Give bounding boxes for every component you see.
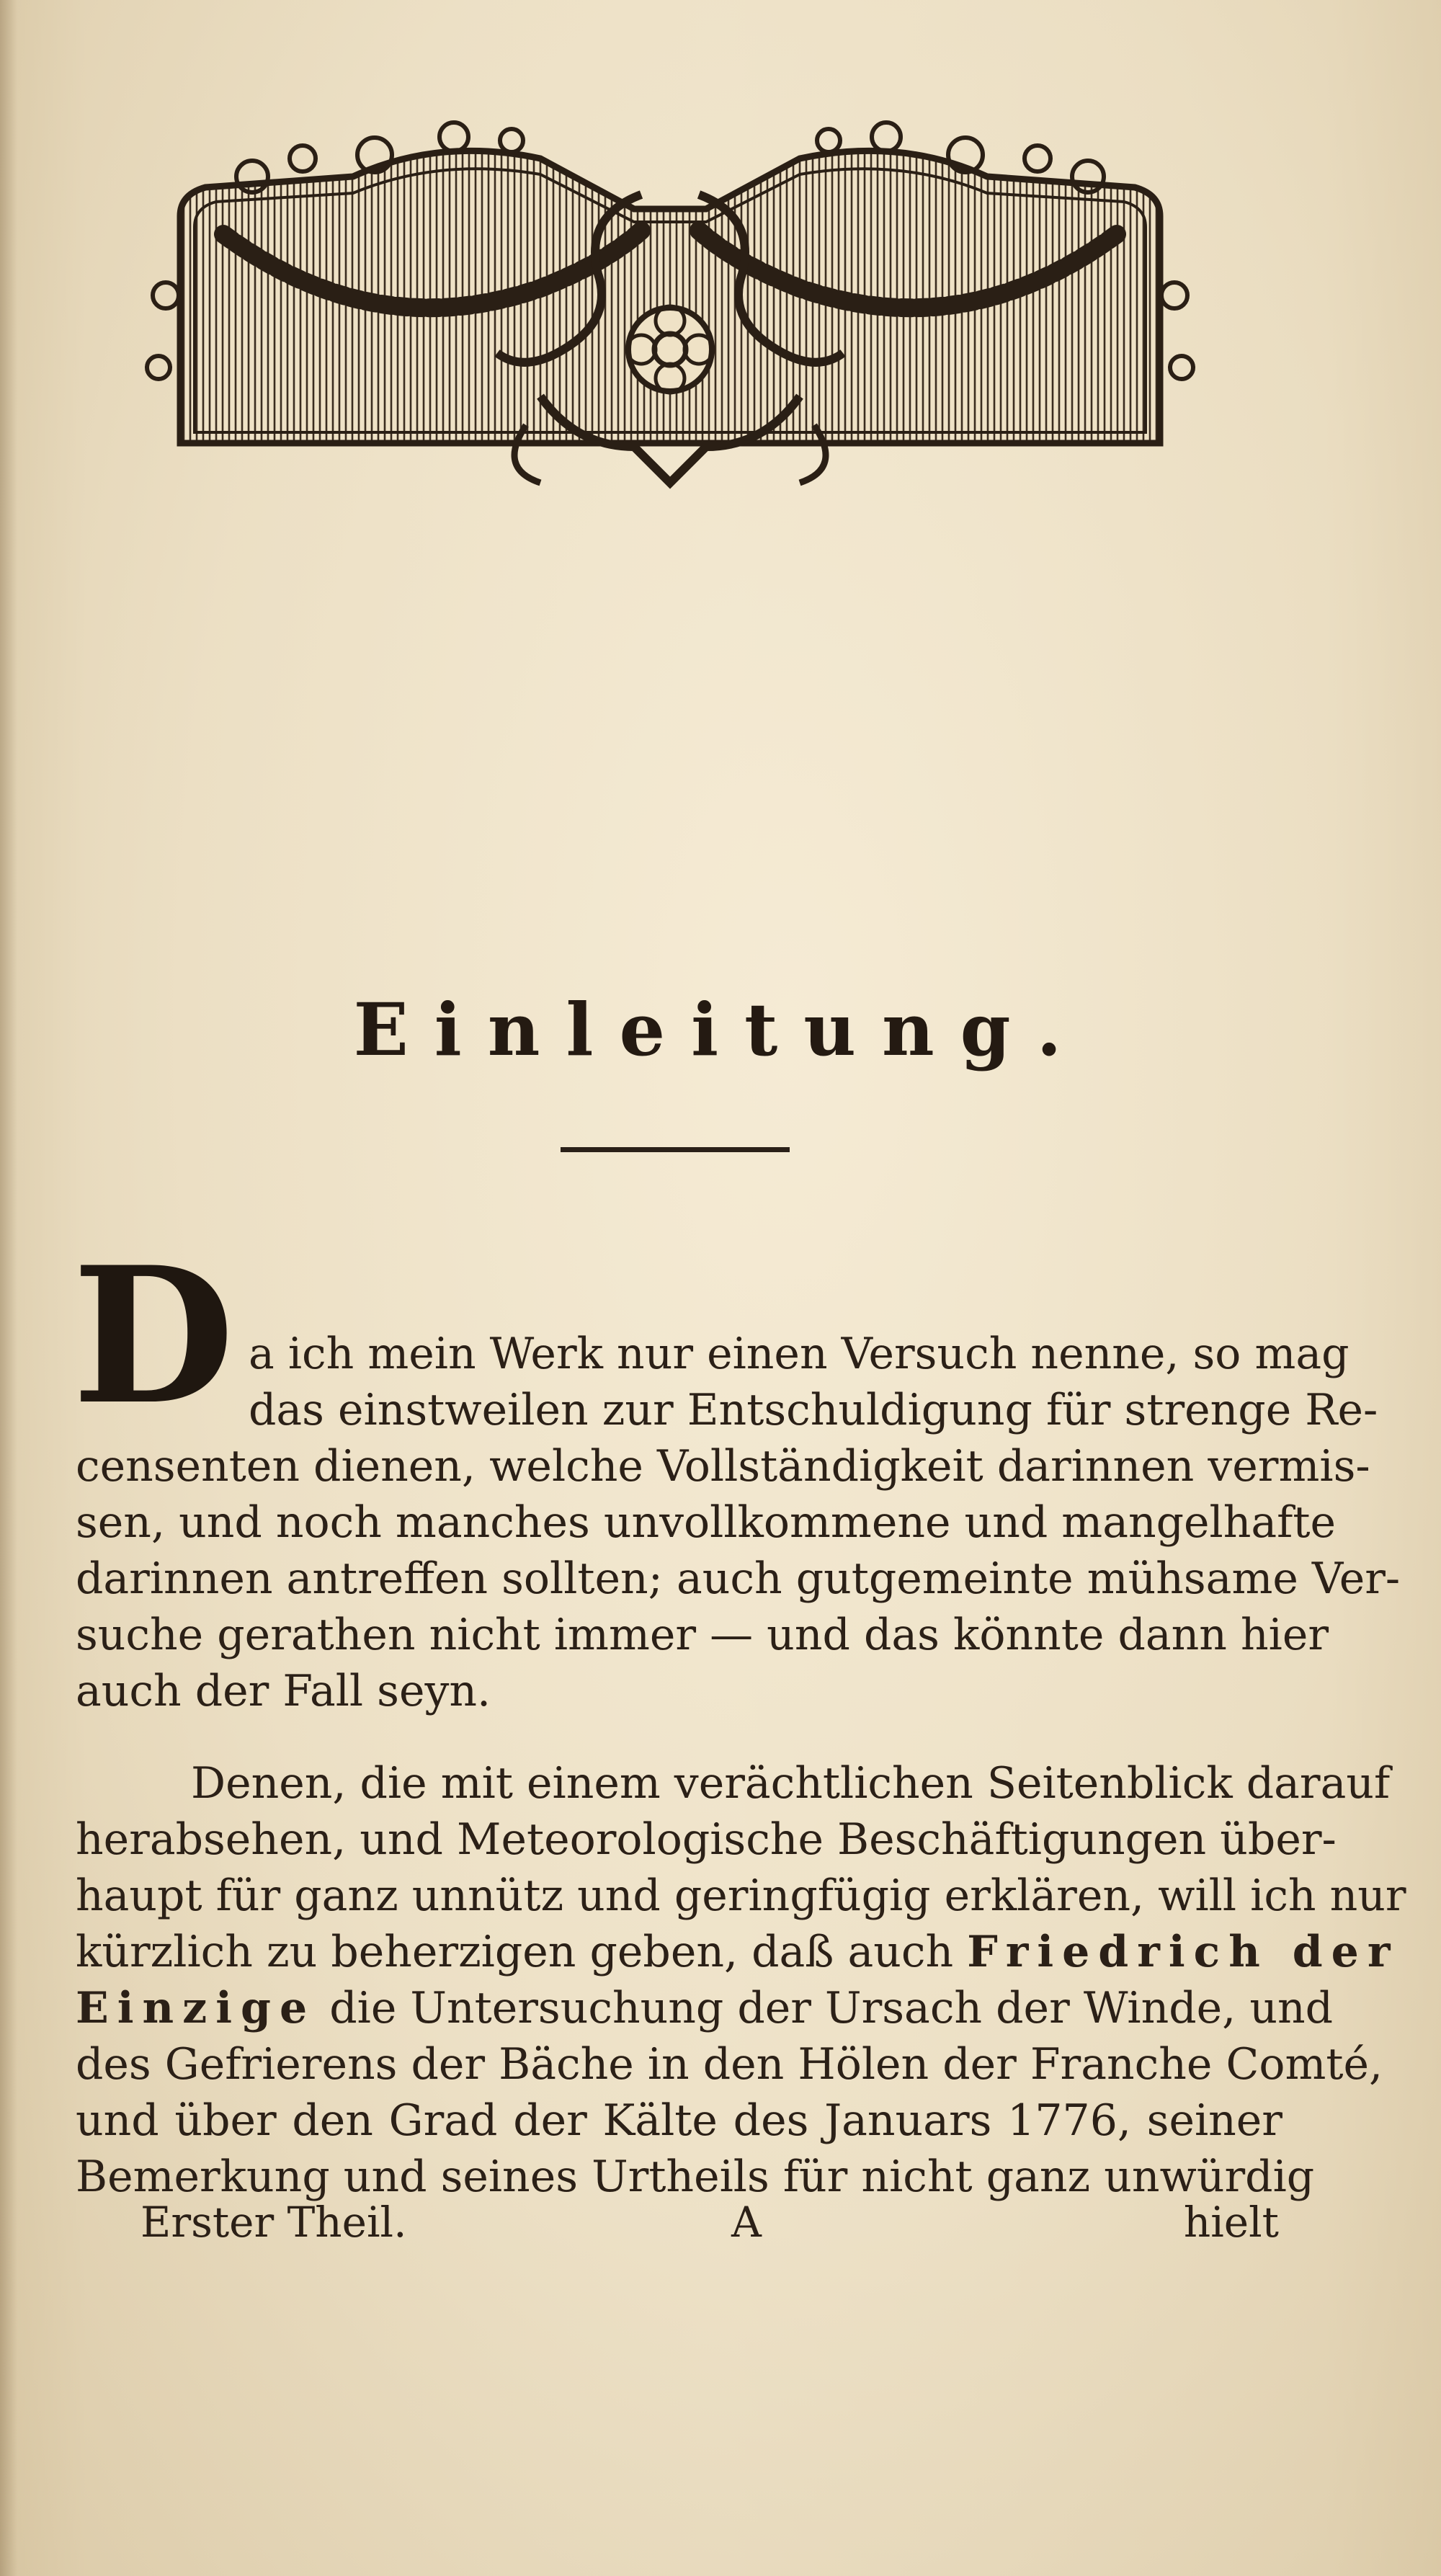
title-divider	[561, 1147, 790, 1152]
signature-mark: A	[731, 2198, 762, 2247]
text-line: Bemerkung und seines Urtheils für nicht ganz unwürdig	[76, 2152, 1315, 2202]
page-footer	[140, 2194, 1279, 2250]
text-line: des Gefrierens der Bäche in den Hölen der Franche Comté,	[76, 2039, 1383, 2090]
page-title: Einleitung.	[353, 987, 1088, 1072]
text-line: suche gerathen nicht immer — und das könnte dann hier	[76, 1610, 1329, 1660]
signature-label: Erster Theil.	[140, 2198, 407, 2247]
drop-cap: D	[72, 1226, 235, 1446]
catchword: hielt	[1183, 2198, 1279, 2247]
text-line: herabsehen, und Meteorologische Beschäftigungen über-	[76, 1814, 1337, 1865]
text-line: das einstweilen zur Entschuldigung für strenge Re-	[249, 1385, 1378, 1435]
text-segment: kürzlich zu beherzigen geben, daß auch	[76, 1927, 954, 1977]
text-segment: die Untersuchung der Ursach der Winde, und	[329, 1983, 1334, 2033]
decorative-headpiece	[137, 108, 1203, 501]
emphasized-name: Einzige	[76, 1983, 316, 2033]
text-line: censenten dienen, welche Vollständigkeit darinnen vermis-	[76, 1441, 1370, 1492]
paragraph-1	[76, 1326, 1401, 1719]
text-line: sen, und noch manches unvollkommene und mangelhafte	[76, 1497, 1336, 1548]
paragraph-2	[76, 1755, 1406, 2205]
text-line	[76, 1980, 1334, 2036]
body-text	[76, 1326, 1406, 2205]
text-line: auch der Fall seyn.	[76, 1666, 491, 1716]
text-line	[76, 1924, 1399, 1980]
text-line: und über den Grad der Kälte des Januars 1776, seiner	[76, 2095, 1282, 2146]
text-line: haupt für ganz unnütz und geringfügig erklären, will ich nur	[76, 1871, 1406, 1921]
emphasized-name: Friedrich der	[967, 1927, 1399, 1977]
text-line: darinnen antreffen sollten; auch gutgemeinte mühsame Ver-	[76, 1554, 1401, 1604]
text-line: a ich mein Werk nur einen Versuch nenne, so mag	[249, 1329, 1349, 1379]
text-line: Denen, die mit einem verächtlichen Seitenblick darauf	[191, 1758, 1391, 1809]
